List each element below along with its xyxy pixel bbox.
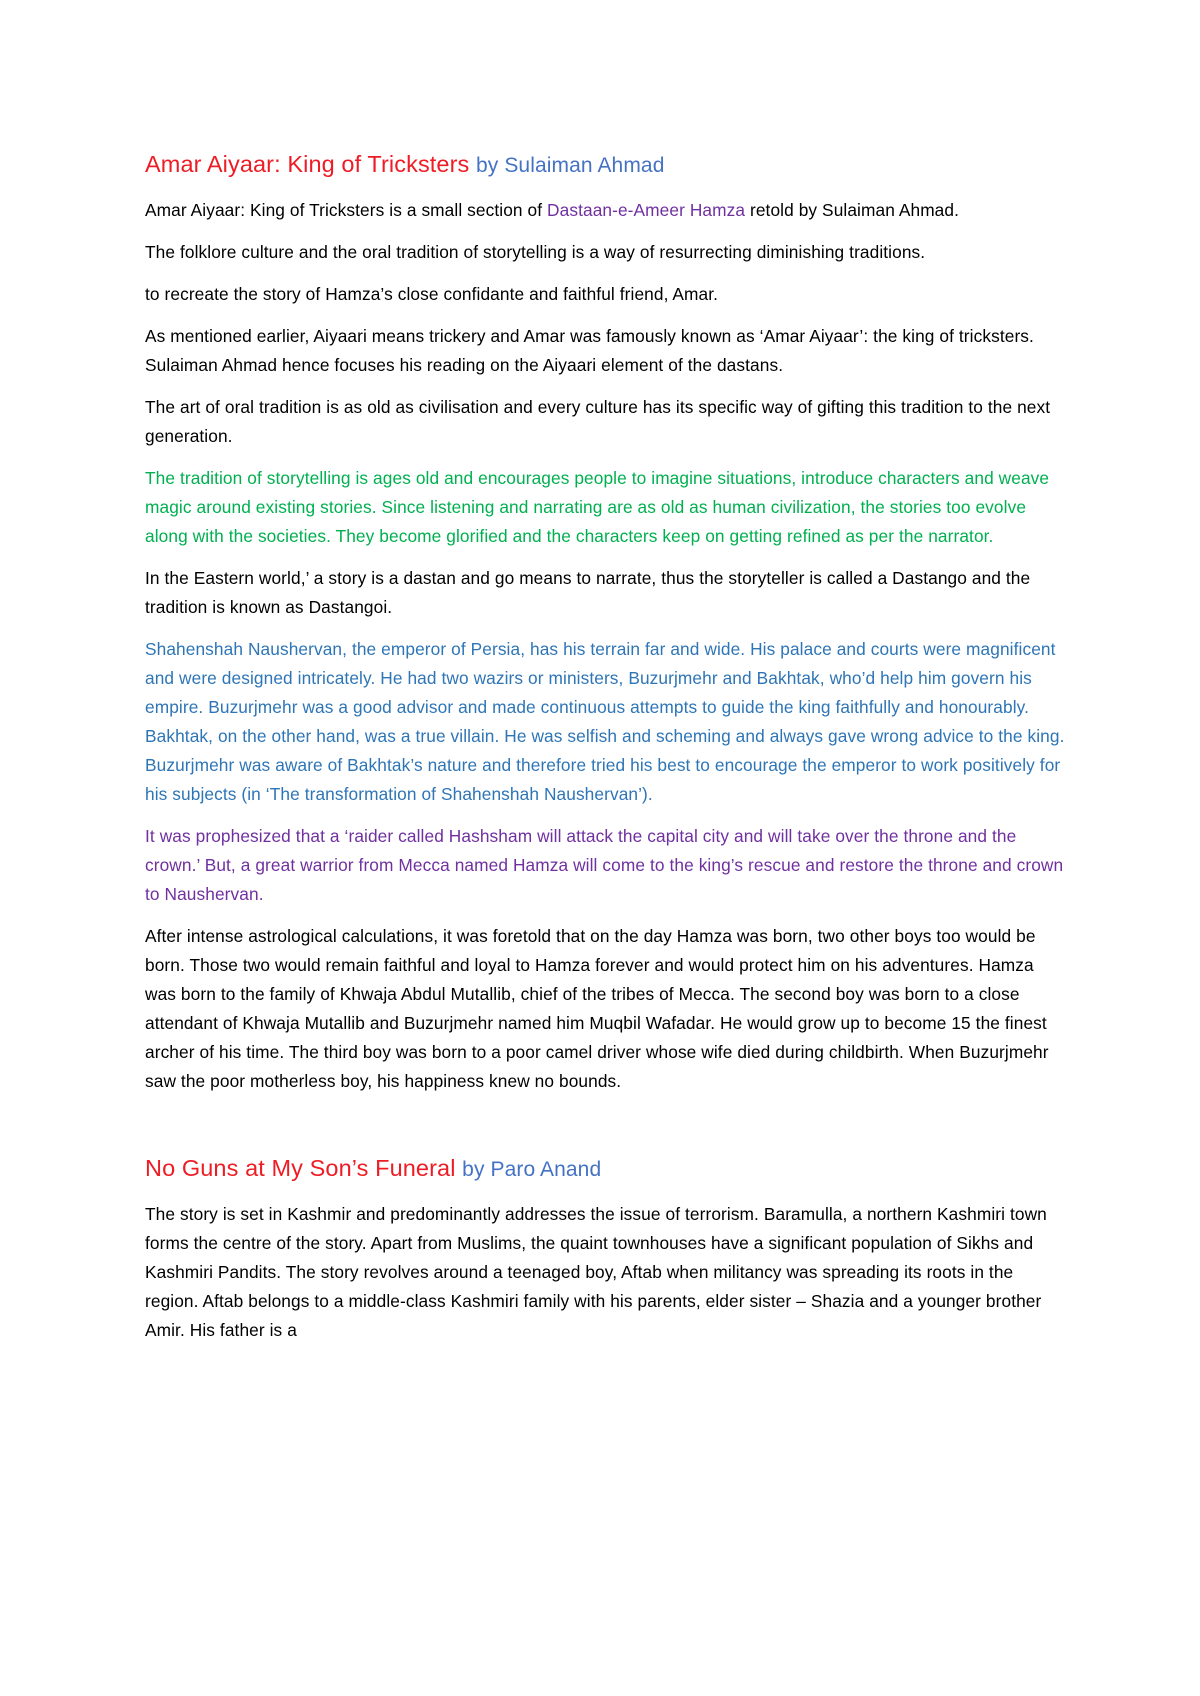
- paragraph: [145, 196, 1065, 225]
- paragraph-blue: Shahenshah Naushervan, the emperor of Persia, has his terrain far and wide. His palace and courts were magnificent and were designed intricately. He had two wazirs or ministers, Buzurjmehr and Bakhtak, who’d help him govern his empire. Buzurjmehr was a good advisor and made continuous attempts to guide the king faithfully and honourably. Bakhtak, on the other hand, was a true villain. He was selfish and scheming and always gave wrong advice to the king. Buzurjmehr was aware of Bakhtak’s nature and therefore tried his best to encourage the emperor to work positively for his subjects (in ‘The transformation of Shahenshah Naushervan’).: [145, 639, 1065, 804]
- section-heading: [145, 148, 1065, 182]
- paragraph: to recreate the story of Hamza’s close confidante and faithful friend, Amar.: [145, 284, 719, 304]
- document-page: [145, 148, 1065, 1358]
- paragraph-text: Amar Aiyaar: King of Tricksters is a small section of: [145, 200, 548, 220]
- paragraph: In the Eastern world,’ a story is a dastan and go means to narrate, thus the storyteller is called a Dastango and the tradition is known as Dastangoi.: [145, 568, 1031, 617]
- paragraph: The story is set in Kashmir and predominantly addresses the issue of terrorism. Baramulla, a northern Kashmiri town forms the centre of the story. Apart from Muslims, the quaint townhouses have a significant population of Sikhs and Kashmiri Pandits. The story revolves around a teenaged boy, Aftab when militancy was spreading its roots in the region. Aftab belongs to a middle-class Kashmiri family with his parents, elder sister – Shazia and a younger brother Amir. His father is a: [145, 1204, 1047, 1340]
- paragraph-green: The tradition of storytelling is ages old and encourages people to imagine situations, introduce characters and weave magic around existing stories. Since listening and narrating are as old as human civilization, the stories too evolve along with the societies. They become glorified and the characters keep on getting refined as per the narrator.: [145, 468, 1050, 546]
- paragraph-text: retold by Sulaiman Ahmad.: [745, 200, 960, 220]
- story-title: Amar Aiyaar: King of Tricksters: [145, 151, 470, 177]
- section-heading: [145, 1152, 1065, 1186]
- story-title: No Guns at My Son’s Funeral: [145, 1155, 456, 1181]
- story-byline: by Sulaiman Ahmad: [476, 154, 665, 177]
- section-divider: [145, 1109, 1065, 1152]
- story-byline: by Paro Anand: [462, 1158, 602, 1181]
- paragraph: As mentioned earlier, Aiyaari means trickery and Amar was famously known as ‘Amar Aiyaar’: the king of tricksters. Sulaiman Ahmad hence focuses his reading on the Aiyaari element of the dastans.: [145, 326, 1034, 375]
- paragraph: The folklore culture and the oral tradition of storytelling is a way of resurrecting diminishing traditions.: [145, 242, 926, 262]
- paragraph: After intense astrological calculations, it was foretold that on the day Hamza was born, two other boys too would be born. Those two would remain faithful and loyal to Hamza forever and would protect him on his adventures. Hamza was born to the family of Khwaja Abdul Mutallib, chief of the tribes of Mecca. The second boy was born to a close attendant of Khwaja Mutallib and Buzurjmehr named him Muqbil Wafadar. He would grow up to become 15 the finest archer of his time. The third boy was born to a poor camel driver whose wife died during childbirth. When Buzurjmehr saw the poor motherless boy, his happiness knew no bounds.: [145, 926, 1049, 1091]
- paragraph-purple: It was prophesized that a ‘raider called Hashsham will attack the capital city and will take over the throne and the crown.’ But, a great warrior from Mecca named Hamza will come to the king’s rescue and restore the throne and crown to Naushervan.: [145, 826, 1064, 904]
- highlighted-title: Dastaan-e-Ameer Hamza: [547, 200, 746, 220]
- paragraph: The art of oral tradition is as old as civilisation and every culture has its specific way of gifting this tradition to the next generation.: [145, 397, 1051, 446]
